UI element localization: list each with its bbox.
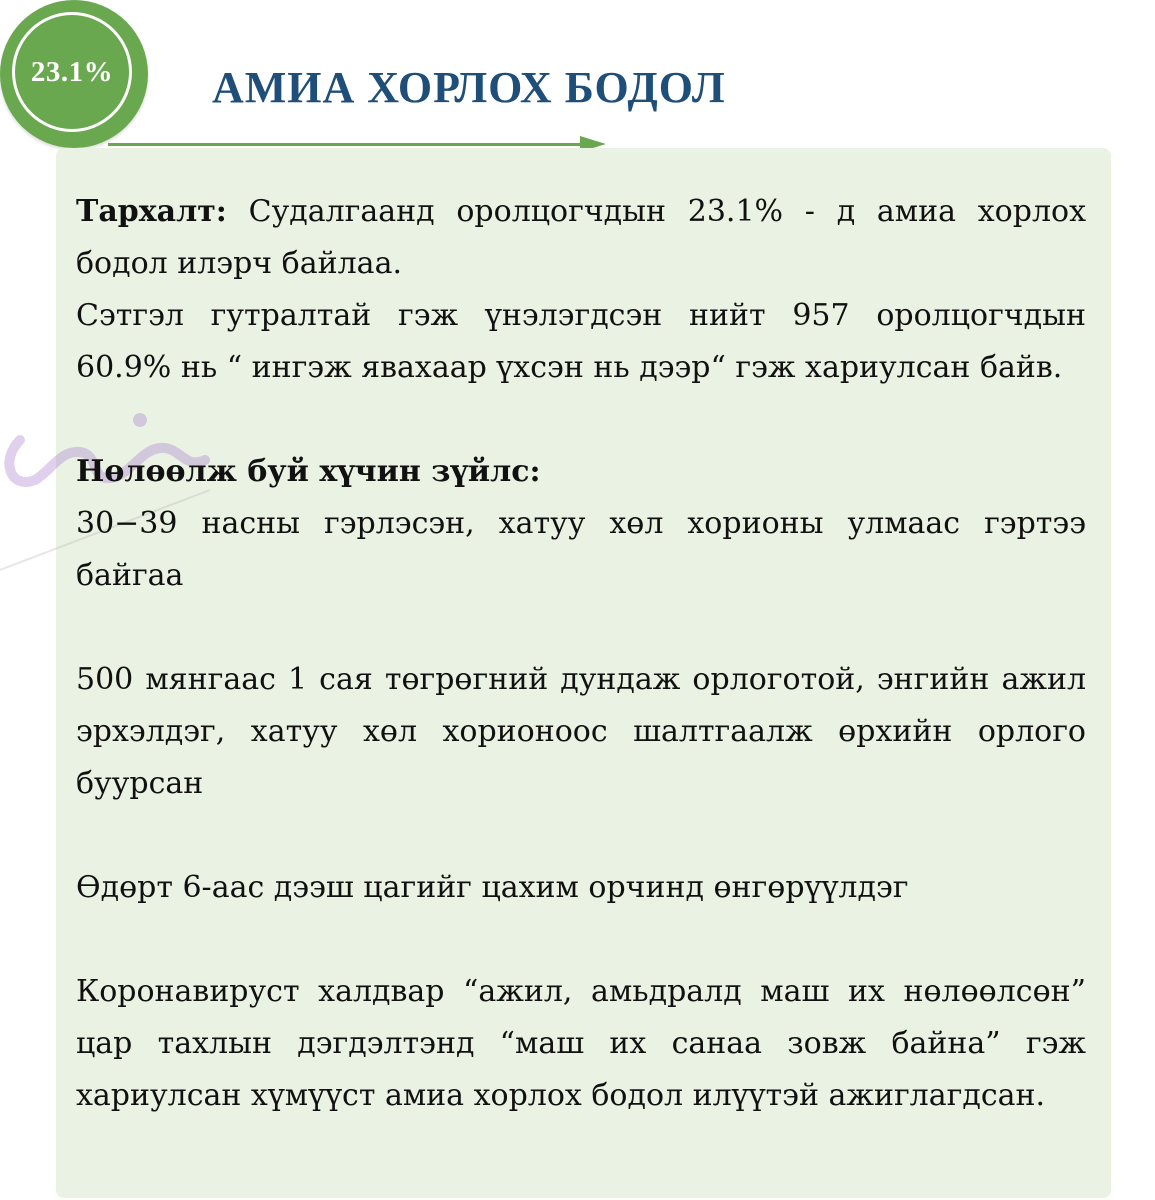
percent-badge-ring <box>12 12 132 132</box>
title-underline-arrow <box>108 143 583 146</box>
factors-heading: Нөлөөлж буй хүчин зүйлс: <box>76 454 541 489</box>
spacer <box>76 810 1086 862</box>
percent-badge <box>0 0 148 148</box>
factor-item: 30−39 насны гэрлэсэн, хатуу хөл хорионы улмаас гэртээ байгаа <box>76 506 1086 593</box>
factor-item: Өдөрт 6-аас дээш цагийг цахим орчинд өнгөрүүлдэг <box>76 870 909 905</box>
factor-item: 500 мянгаас 1 сая төгрөгний дундаж орлоготой, энгийн ажил эрхэлдэг, хатуу хөл хорионоос шалтгаалж өрхийн орлого буурсан <box>76 662 1086 801</box>
spread-paragraph <box>76 186 1086 290</box>
page-title: АМИА ХОРЛОХ БОДОЛ <box>212 63 726 112</box>
spacer <box>76 394 1086 446</box>
spacer <box>76 914 1086 966</box>
percent-badge-value: 23.1% <box>30 55 114 88</box>
spread-text: Судалгаанд оролцогчдын 23.1% - д амиа хорлох бодол илэрч байлаа. <box>76 194 1086 281</box>
spread-label: Тархалт: <box>76 194 227 229</box>
depression-paragraph: Сэтгэл гутралтай гэж үнэлэгдсэн нийт 957 оролцогчдын 60.9% нь “ ингэж явахаар үхсэн нь дээр“ гэж хариулсан байв. <box>76 298 1086 385</box>
spacer <box>76 602 1086 654</box>
factor-item: Коронавируст халдвар “ажил, амьдралд маш их нөлөөлсөн” цар тахлын дэгдэлтэнд “маш их санаа зовж байна” гэж хариулсан хүмүүст амиа хорлох бодол илүүтэй ажиглагдсан. <box>76 974 1086 1113</box>
content-body <box>76 186 1086 1122</box>
